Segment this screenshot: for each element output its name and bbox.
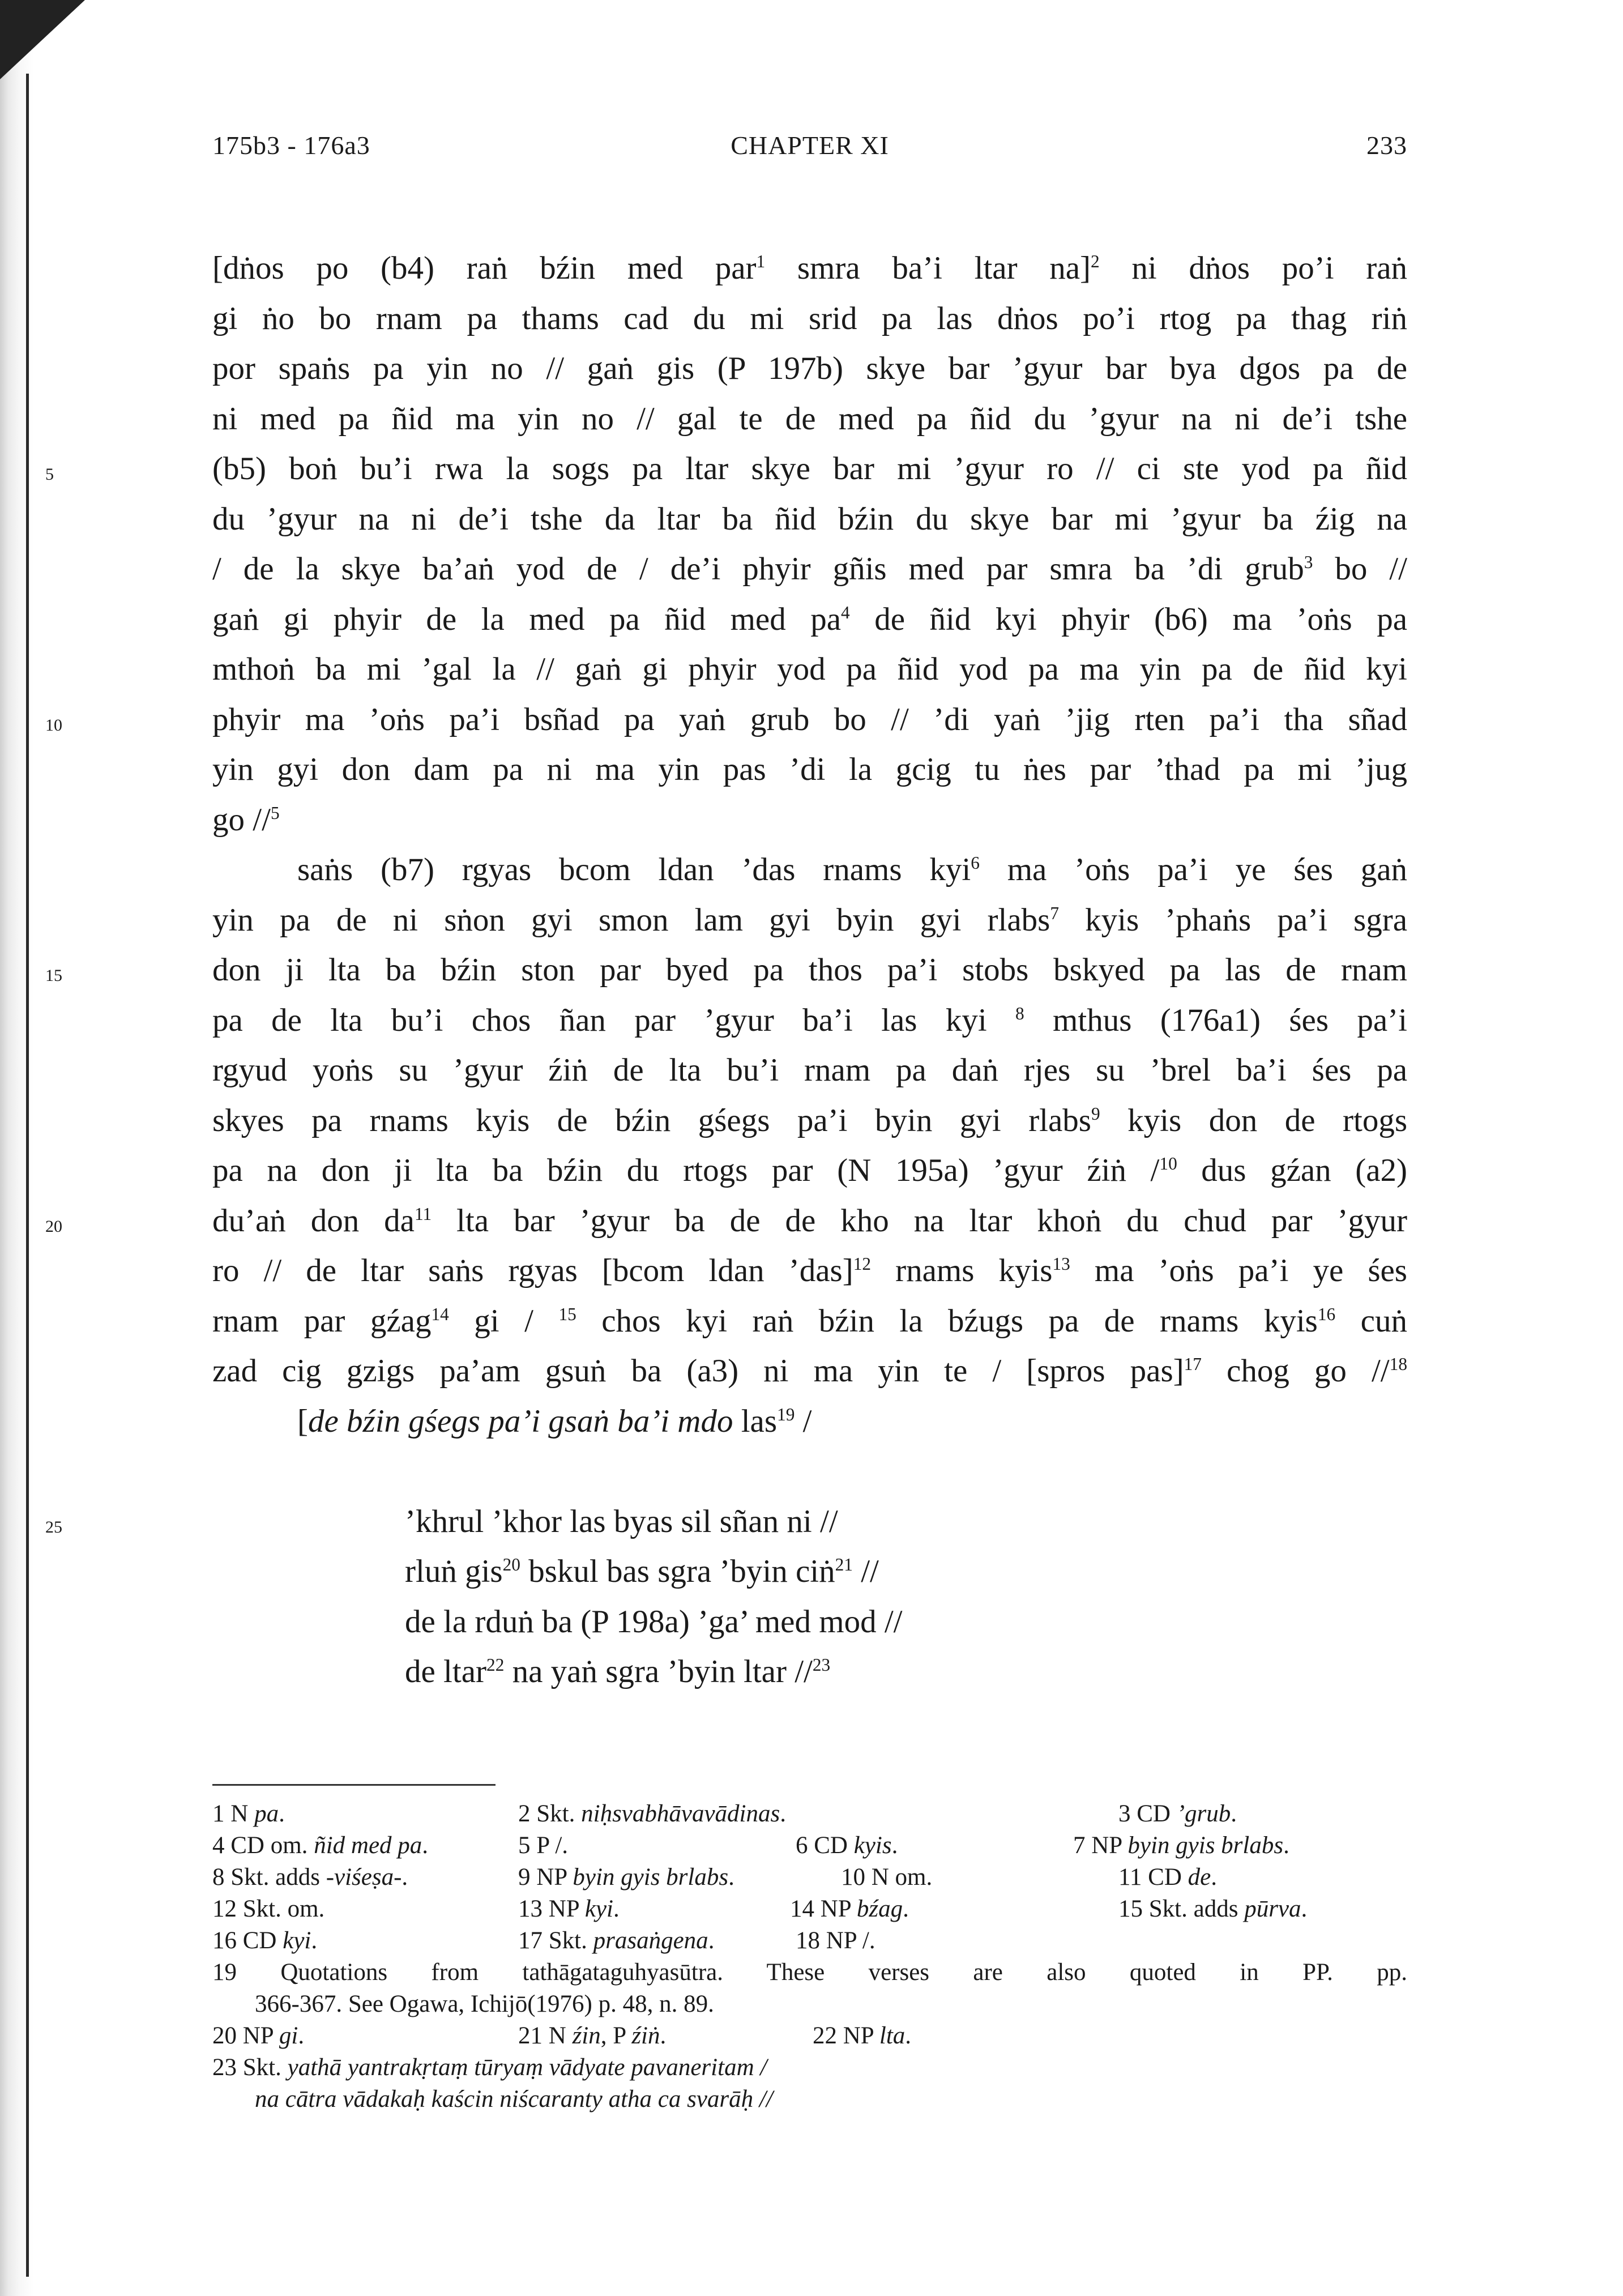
text-line — [212, 544, 1407, 595]
text-line — [212, 244, 1407, 294]
footnote: 14 NP bźag. — [790, 1896, 909, 1922]
text-line — [45, 695, 1407, 745]
footnote: 18 NP /. — [796, 1927, 875, 1954]
verse-line — [45, 1497, 1407, 1547]
text-line — [212, 294, 1407, 344]
line-text: ’khrul ’khor las byas sil sñan ni // — [405, 1503, 838, 1539]
line-text: saṅs (b7) rgyas bcom ldan ’das rnams kyi$^6$ ma ’oṅs pa’i ye śes gaṅ — [297, 852, 1407, 887]
text-line — [212, 1346, 1407, 1397]
line-text: mthoṅ ba mi ’gal la // gaṅ gi phyir yod pa ñid yod pa ma yin pa de ñid kyi — [212, 651, 1407, 687]
text-line — [212, 795, 1407, 846]
footnote: na cātra vādakaḥ kaścin niścaranty atha ca svarāḥ // — [255, 2086, 773, 2113]
footnote: 7 NP byin gyis brlabs. — [1073, 1832, 1289, 1859]
footnote: 4 CD om. ñid med pa. — [212, 1832, 429, 1859]
line-number: 10 — [45, 715, 62, 735]
line-text: de ltar$^{22}$ na yaṅ sgra ’byin ltar //$^{23}$ — [405, 1654, 831, 1689]
footnote-row — [212, 2052, 1407, 2084]
line-text: phyir ma ’oṅs pa’i bsñad pa yaṅ grub bo // ’di yaṅ ’jig rten pa’i tha sñad — [212, 701, 1407, 737]
footnote: 366-367. See Ogawa, Ichijō(1976) p. 48, n. 89. — [255, 1991, 714, 2017]
line-text: gaṅ gi phyir de la med pa ñid med $pa^4$ de ñid kyi phyir (b6) ma ’oṅs pa — [212, 601, 1407, 637]
text-line — [212, 1397, 1407, 1447]
line-text: rgyud yoṅs su ’gyur źiṅ de lta bu’i rnam pa daṅ rjes su ’brel ba’i śes pa — [212, 1052, 1407, 1088]
line-text: ro // de ltar saṅs rgyas [bcom ldan ’das]$^{12}$ rnams kyis$^{13}$ ma ’oṅs pa’i ye śes — [212, 1253, 1407, 1288]
footnote: 3 CD ’grub. — [1118, 1800, 1237, 1827]
line-text: du ’gyur na ni de’i tshe da ltar ba ñid bźin du skye bar mi ’gyur ba źig na — [212, 501, 1407, 537]
text-line — [212, 996, 1407, 1046]
line-text: don ji lta ba bźin ston par byed pa thos pa’i stobs bskyed pa las de rnam — [212, 952, 1407, 988]
line-text: gi ṅo bo rnam pa thams cad du mi srid pa las dṅos po’i rtog pa thag riṅ — [212, 300, 1407, 336]
text-line — [212, 344, 1407, 394]
line-text: de la rduṅ ba (P 198a) ’ga’ med mod // — [405, 1603, 903, 1640]
footnote: 6 CD kyis. — [796, 1832, 898, 1859]
text-line — [45, 1196, 1407, 1247]
text-line — [212, 1146, 1407, 1196]
footnote: 20 NP gi. — [212, 2022, 305, 2049]
line-text: por spaṅs pa yin no // gaṅ gis (P 197b) skye bar ’gyur bar bya dgos pa de — [212, 351, 1407, 386]
footnotes — [212, 1798, 1407, 2115]
line-text: [de bźin gśegs pa’i gsaṅ ba’i mdo las$^{19}$ / — [297, 1403, 812, 1439]
footnote: 22 NP lta. — [813, 2022, 912, 2049]
footnote: 19 Quotations from tathāgataguhyasūtra. These verses are also quoted in PP. pp. — [212, 1959, 1407, 1986]
footnote: 10 N om. — [841, 1864, 933, 1890]
footnote: 2 Skt. niḥsvabhāvavādinas. — [518, 1800, 786, 1827]
text-line — [212, 845, 1407, 895]
line-number: 5 — [45, 465, 54, 484]
line-number: 20 — [45, 1217, 62, 1236]
text-line — [212, 1045, 1407, 1096]
page-number: 233 — [1366, 131, 1407, 160]
footnote: 21 N źin, P źiṅ. — [518, 2022, 667, 2049]
line-text: yin gyi don dam pa ni ma yin pas ’di la gcig tu ṅes par ’thad pa mi ’jug — [212, 752, 1407, 787]
line-text: du’aṅ don $da^{11}$ lta bar ’gyur ba de de kho na ltar khoṅ du chud par ’gyur — [212, 1202, 1407, 1239]
footnote-row — [212, 1893, 1407, 1925]
line-text: [dṅos po (b4) raṅ bźin med par$^1$ smra ba’i ltar na]$^2$ ni dṅos po’i raṅ — [212, 250, 1407, 286]
footnote: 1 N pa. — [212, 1800, 285, 1827]
footnote: 5 P /. — [518, 1832, 569, 1859]
line-text: zad cig gzigs pa’am gsuṅ ba (a3) ni ma yin te / [spros pas]$^{17}$ chog go //$^{18}$ — [212, 1353, 1407, 1389]
footnote-row — [212, 1798, 1407, 1830]
text-line — [212, 394, 1407, 445]
scan-binding-edge — [0, 0, 34, 2296]
footnote: 9 NP byin gyis brlabs. — [518, 1864, 734, 1890]
footnote-row — [212, 1925, 1407, 1957]
footnote: 12 Skt. om. — [212, 1896, 325, 1922]
text-line — [212, 1446, 1407, 1497]
chapter-title: CHAPTER XI — [731, 131, 889, 160]
line-text: rluṅ gis$^{20}$ bskul bas sgra ’byin ciṅ$^{21}$ // — [405, 1554, 879, 1589]
footnote-row — [212, 1862, 1407, 1893]
line-number: 25 — [45, 1517, 62, 1537]
footnote-rule — [212, 1784, 496, 1786]
footnote: 11 CD de. — [1118, 1864, 1217, 1890]
text-line — [45, 945, 1407, 996]
line-text: yin pa de ni sṅon gyi smon lam gyi byin gyi rlabs$^7$ kyis ’phaṅs pa’i sgra — [212, 902, 1408, 938]
line-number: 15 — [45, 966, 62, 985]
verse-line — [212, 1547, 1407, 1597]
text-line — [212, 1096, 1407, 1146]
text-line — [212, 494, 1407, 545]
footnote-row — [212, 1988, 1407, 2020]
text-line — [212, 895, 1407, 946]
line-text: pa de lta bu’i chos ñan par ’gyur ba’i las kyi $^8$ mthus (176a1) śes pa’i — [212, 1002, 1407, 1038]
line-text: / de la skye ba’aṅ yod de / de’i phyir gñis med par smra ba ’di grub$^3$ bo // — [212, 551, 1407, 587]
line-text: pa na don ji lta ba bźin du rtogs par (N 195a) ’gyur źiṅ /$^{10}$ dus gźan (a2) — [212, 1153, 1408, 1188]
footnote-row — [212, 1957, 1407, 1988]
footnote: 8 Skt. adds -viśeṣa-. — [212, 1864, 408, 1890]
footnote: 15 Skt. adds pūrva. — [1118, 1896, 1308, 1922]
scan-spine-line — [26, 74, 29, 2277]
text-line — [212, 745, 1407, 795]
line-text: ni med pa ñid ma yin no // gal te de med pa ñid du ’gyur na ni de’i tshe — [212, 400, 1407, 437]
verse-line — [212, 1647, 1407, 1697]
footnote-row — [212, 2020, 1407, 2052]
footnote-row — [212, 2084, 1407, 2115]
text-line — [212, 1296, 1407, 1347]
footnote: 23 Skt. yathā yantrakṛtaṃ tūryaṃ vādyate pavaneritam / — [212, 2054, 767, 2081]
line-text: skyes pa rnams kyis de bźin gśegs pa’i byin gyi rlabs$^9$ kyis don de rtogs — [212, 1102, 1407, 1138]
line-text: (b5) boṅ bu’i rwa la sogs pa ltar skye bar mi ’gyur ro // ci ste yod pa ñid — [212, 451, 1407, 486]
text-line — [45, 444, 1407, 494]
text-line — [212, 645, 1407, 695]
footnote-row — [212, 1830, 1407, 1862]
folio-range: 175b3 - 176a3 — [212, 131, 370, 160]
text-line — [212, 1246, 1407, 1296]
footnote: 13 NP kyi. — [518, 1896, 620, 1922]
main-text — [45, 244, 1408, 1697]
footnote: 16 CD kyi. — [212, 1927, 318, 1954]
line-text: go //$^5$ — [212, 801, 280, 838]
scan-corner-shadow — [0, 0, 85, 79]
verse-line — [212, 1597, 1407, 1648]
text-line — [212, 595, 1407, 645]
footnote: 17 Skt. prasaṅgena. — [518, 1927, 715, 1954]
line-text: rnam par gźag$^{14}$ gi / $^{15}$ chos kyi raṅ bźin la bźugs pa de rnams kyis$^{16}$ cuṅ — [212, 1303, 1407, 1339]
running-header — [212, 130, 1407, 176]
